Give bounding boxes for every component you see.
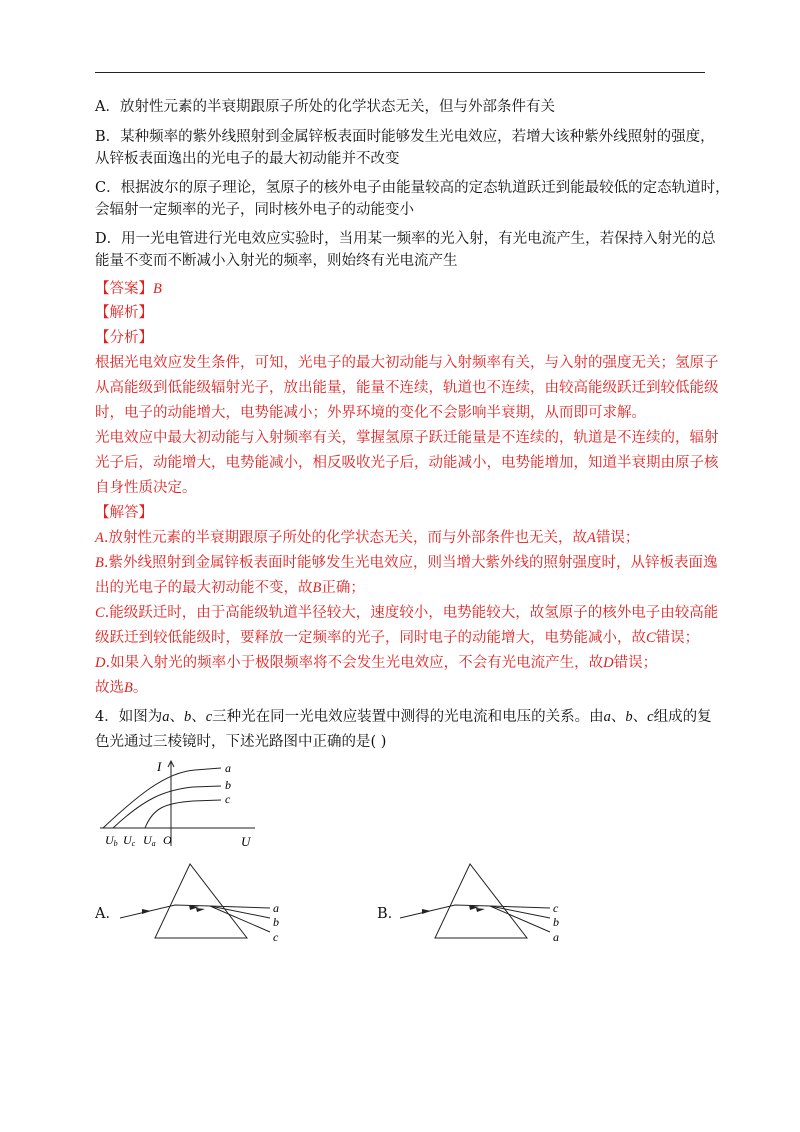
solution-a [95, 528, 639, 548]
analysis-line-4: 光电效应中最大初动能与入射频率有关，掌握氢原子跃迁能量是不连续的，轨道是不连续的，辐射 [95, 430, 719, 446]
ray-label-a-1: a [273, 901, 279, 915]
curve-c [145, 800, 221, 828]
solution-b-text2: 出的光电子的最大初动能不变，故 [95, 580, 313, 596]
svg-text:Ub: Ub [105, 833, 118, 848]
solution-c-text: .能级跃迁时，由于高能级轨道半径较大，速度较小，电势能较大，故氢原子的核外电子由较高能 [104, 605, 719, 621]
iu-graph [95, 758, 265, 853]
solution-b-line2 [95, 578, 365, 598]
option-b-line2: 从锌板表面逸出的光电子的最大初动能并不改变 [95, 151, 400, 167]
solution-d-ref: D [603, 655, 614, 671]
axis-label-i: I [157, 759, 162, 774]
svg-text:O: O [163, 833, 172, 847]
solution-d-letter: D [95, 655, 106, 671]
answer-tag: 【答案】 [95, 281, 153, 297]
solution-b-end: 正确； [321, 580, 365, 596]
svg-text:Uc: Uc [123, 833, 136, 848]
ray-label-a-2: b [273, 915, 279, 929]
prism-a [155, 864, 247, 938]
solution-a-text: .放射性元素的半衰期跟原子所处的化学状态无关，而与外部条件也无关，故 [103, 530, 587, 546]
option-b-line1: B．某种频率的紫外线照射到金属锌板表面时能够发生光电效应，若增大该种紫外线照射的强度， [95, 129, 715, 145]
solution-d-end: 错误； [613, 655, 658, 671]
analysis-line-2: 从高能级到低能级辐射光子，放出能量，能量不连续，轨道也不连续，由较高能级跃迁到较低能级 [95, 380, 719, 396]
solution-a-ref: A [586, 530, 596, 546]
solution-c-line2 [95, 628, 699, 648]
solution-c-letter: C [95, 605, 105, 621]
final-end: 。 [132, 680, 148, 696]
ray-label-b-3: a [553, 930, 559, 944]
analysis-line-1: 根据光电效应发生条件，可知，光电子的最大初动能与入射频率有关，与入射的强度无关；氢原子 [95, 355, 719, 371]
solution-c-line1 [95, 603, 718, 623]
option-d-line2: 能量不变而不断减小入射光的频率，则始终有光电流产生 [95, 253, 458, 269]
solution-c-text2: 级跃迁到较低能级时，要释放一定频率的光子，同时电子的动能增大，电势能减小，故 [95, 630, 646, 646]
ray-label-b-1: c [553, 901, 559, 915]
solution-c-ref: C [646, 630, 656, 646]
solution-a-letter: A [95, 530, 104, 546]
analysis-line-5: 光子后，动能增大，电势能减小，相反吸收光子后，动能减小，电势能增加，知道半衰期由原子核 [95, 455, 719, 471]
solution-b-ref: B [312, 580, 322, 596]
solution-b-letter: B [95, 555, 104, 571]
fenxi-tag: 【分析】 [95, 330, 153, 346]
solution-b-line1 [95, 553, 717, 573]
q4-line1: 4．如图为a、b、c三种光在同一光电效应装置中测得的光电流和电压的关系。由a、b、c组成的复 [95, 709, 712, 725]
solution-final [95, 678, 147, 698]
final-text: 故选 [95, 680, 124, 696]
axis-label-u: U [241, 834, 251, 849]
solution-b-text: .紫外线照射到金属锌板表面时能够发生光电效应，则当增大紫外线的照射强度时，从锌板表面逸 [103, 555, 718, 571]
prism-diagram-b [395, 860, 575, 955]
curve-label-a: a [225, 761, 231, 775]
curve-label-c: c [225, 792, 231, 806]
final-letter: B [124, 680, 133, 696]
answer-row [95, 279, 162, 299]
solution-d-text: .如果入射光的频率小于极限频率将不会发生光电效应，不会有光电流产生，故 [105, 655, 604, 671]
answer-value: B [153, 281, 162, 297]
q4-line2: 色光通过三棱镜时，下述光路图中正确的是( ) [95, 734, 387, 750]
header-rule [95, 72, 705, 73]
curve-b [113, 786, 221, 828]
curve-label-b: b [225, 778, 231, 792]
prism-diagram-a [115, 860, 295, 955]
choice-a-label: A． [95, 906, 120, 922]
option-a: A．放射性元素的半衰期跟原子所处的化学状态无关，但与外部条件有关 [95, 99, 555, 115]
option-c-line2: 会辐射一定频率的光子，同时核外电子的动能变小 [95, 202, 414, 218]
option-c-line1: C．根据波尔的原子理论，氢原子的核外电子由能量较高的定态轨道跃迁到能最较低的定态轨道时， [95, 180, 730, 196]
ray-label-a-3: c [273, 930, 279, 944]
option-d-line1: D．用一光电管进行光电效应实验时，当用某一频率的光入射，有光电流产生，若保持入射光的总 [95, 231, 716, 247]
choice-b-label: B． [377, 906, 403, 922]
jiexi-tag: 【解析】 [95, 305, 153, 321]
svg-text:Ua: Ua [143, 833, 156, 848]
solution-c-end: 错误； [655, 630, 700, 646]
analysis-line-3: 时，电子的动能增大，电势能减小；外界环境的变化不会影响半衰期，从而即可求解。 [95, 405, 646, 421]
solution-d [95, 653, 657, 673]
jieda-tag: 【解答】 [95, 505, 153, 521]
ray-label-b-2: b [553, 915, 559, 929]
solution-a-end: 错误； [595, 530, 640, 546]
curve-a [103, 768, 221, 828]
analysis-line-6: 自身性质决定。 [95, 480, 197, 496]
prism-b [435, 864, 527, 938]
